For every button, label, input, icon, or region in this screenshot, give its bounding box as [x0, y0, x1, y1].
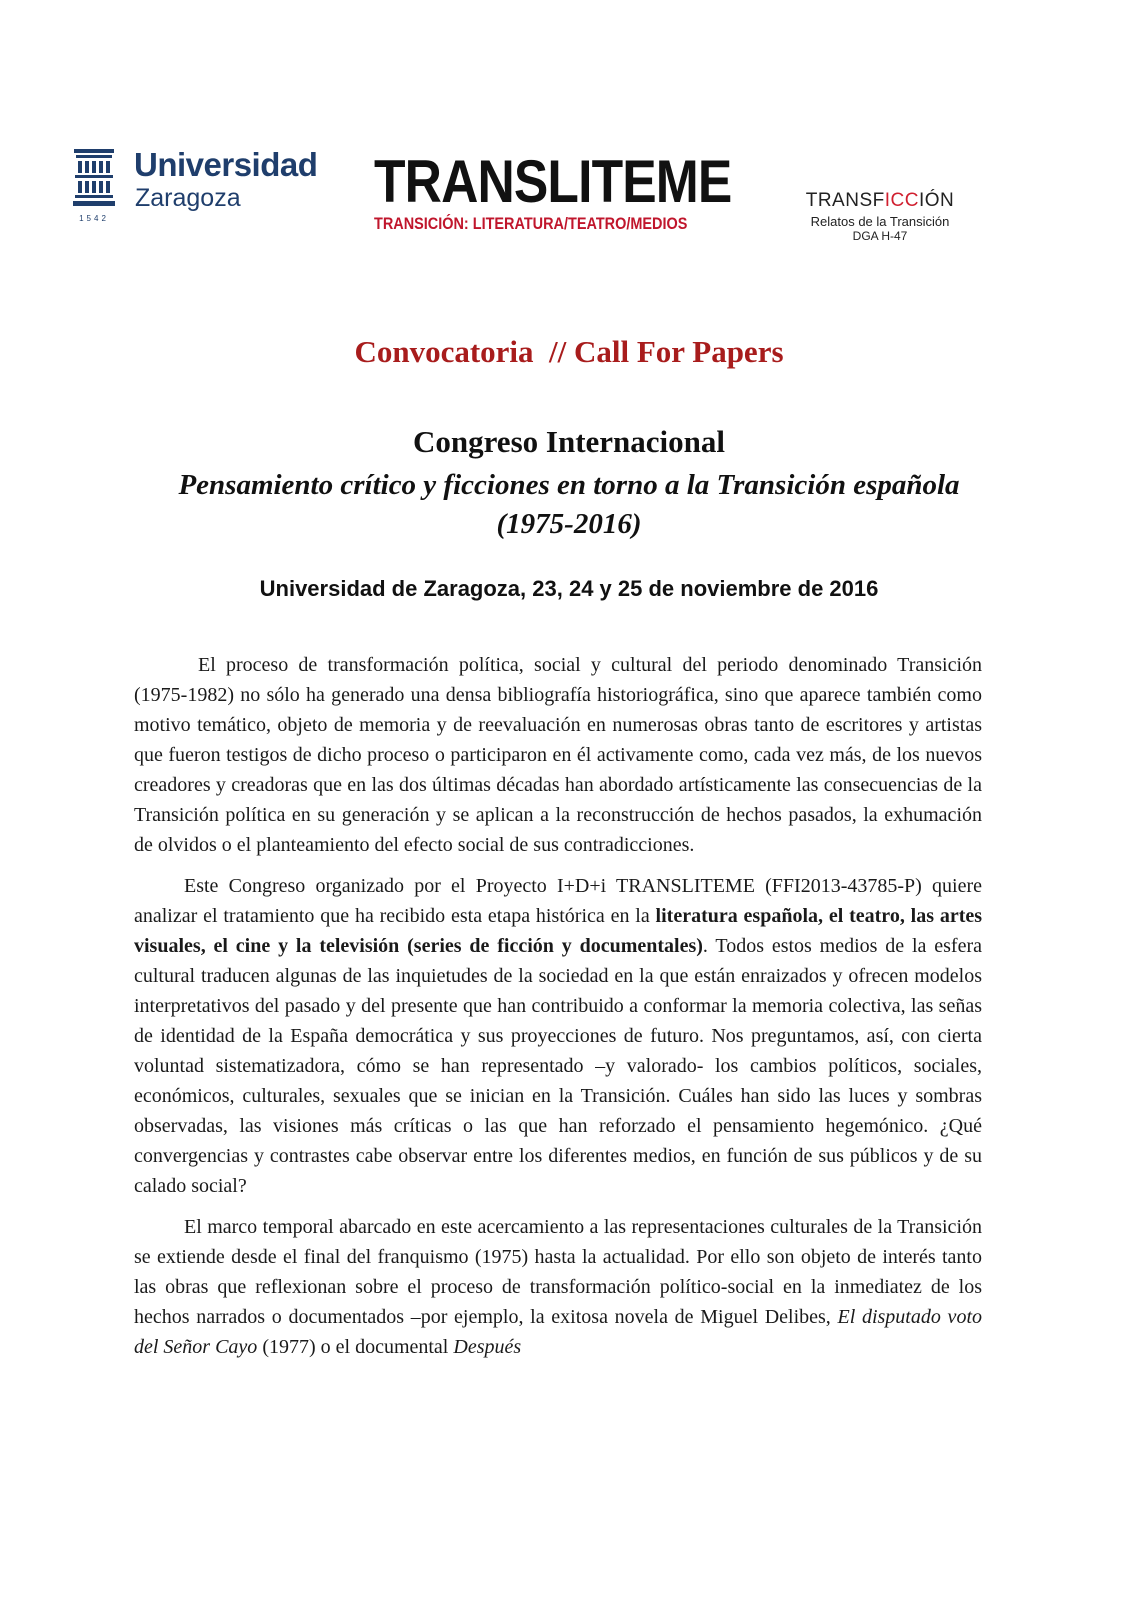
transficcion-code: DGA H-47	[852, 229, 908, 243]
sep-2: ,	[899, 905, 911, 927]
universidad-zaragoza-logo	[72, 146, 318, 228]
transficcion-logo	[780, 190, 980, 243]
italic-title-1: El disputado voto del Señor Cayo	[134, 1306, 982, 1358]
university-building-icon	[72, 148, 116, 214]
transficcion-title-part3: IÓN	[918, 190, 955, 211]
congress-subtitle-line2: (1975-2016)	[496, 508, 642, 540]
venue-dates: Universidad de Zaragoza, 23, 24 y 25 de noviembre de 2016	[259, 576, 879, 601]
transficcion-title	[780, 190, 980, 212]
call-for-papers-title: Convocatoria // Call For Papers	[354, 334, 784, 369]
logo-name-universidad: Universidad	[134, 146, 318, 183]
transficcion-title-part2: ICC	[884, 190, 919, 211]
transficcion-title-part1: TRANSF	[805, 190, 885, 211]
transliteme-title: TRANSLITEME	[374, 148, 732, 215]
sep-1: ,	[818, 905, 829, 927]
paragraph-2-intro: Este Congreso organizado por el Proyecto I+D+i TRANSLITEME (FFI2013-43785-P) quiere analizar el tratamiento que ha recibido esta etapa histórica en la	[134, 875, 982, 927]
paragraph-1: El proceso de transformación política, social y cultural del periodo denominado Transición (1975-1982) no sólo ha generado una densa bibliografía historiográfica, sino que aparece también como motivo temático, objeto de memoria y de reevaluación en numerosas obras tanto de escritores y artistas que fueron testigos de dicho proceso o participaron en él activamente como, cada vez más, de los nuevos creadores y creadoras que en las dos últimas décadas han abordado artísticamente las consecuencias de la Transición política en su generación y se aplican a la reconstrucción de hechos pasados, la exhumación de olvidos o el planteamiento del efecto social de sus contradicciones.	[134, 654, 982, 856]
bold-artes: las artes visuales	[134, 905, 983, 957]
paragraph-3-intro: El marco temporal abarcado en este acercamiento a las representaciones culturales de la Transición se extiende desde el final del franquismo (1975) hasta la actualidad. Por ello son objeto de interés tanto las obras que reflexionan sobre el proceso de transformación político-social en la inmediatez de los hechos narrados o documentados –por ejemplo, la exitosa novela de Miguel Delibes,	[134, 1216, 982, 1328]
congress-title: Congreso Internacional	[412, 424, 725, 459]
congress-subtitle	[100, 466, 1038, 544]
transficcion-subtitle: Relatos de la Transición	[810, 214, 950, 229]
bold-cine-tv: el cine y la televisión (series de ficción y documentales)	[213, 935, 703, 957]
bold-teatro: el teatro	[828, 905, 900, 927]
congress-subtitle-line1: Pensamiento crítico y ficciones en torno a la Transición española	[178, 469, 960, 501]
paragraph-2-rest: . Todos estos medios de la esfera cultural traducen algunas de las inquietudes de la sociedad en la que están enraizados y ofrecen modelos interpretativos del pasado y del presente que han contribuido a conformar la memoria colectiva, las señas de identidad de la España democrática y sus proyecciones de futuro. Nos preguntamos, así, con cierta voluntad sistematizadora, cómo se han representado –y valorado- los cambios políticos, sociales, económicos, culturales, sexuales que se inician en la Transición. Cuáles han sido las luces y sombras observadas, las visiones más críticas o las que han reforzado el pensamiento hegemónico. ¿Qué convergencias y contrastes cabe observar entre los diferentes medios, en función de sus públicos y de su calado social?	[134, 935, 982, 1197]
transliteme-logo	[374, 148, 732, 242]
paragraph-3	[134, 1212, 982, 1362]
logo-name-zaragoza: Zaragoza	[135, 184, 241, 212]
italic-title-2: Después	[453, 1336, 522, 1358]
paragraph-3-mid: (1977) o el documental	[257, 1336, 454, 1358]
bold-literatura: literatura española	[655, 905, 819, 927]
logo-year: 1542	[79, 214, 109, 223]
sep-3: ,	[200, 935, 214, 957]
transliteme-subtitle: TRANSICIÓN: LITERATURA/TEATRO/MEDIOS	[374, 214, 688, 233]
paragraph-2	[134, 871, 982, 1201]
body-text	[134, 650, 982, 1373]
